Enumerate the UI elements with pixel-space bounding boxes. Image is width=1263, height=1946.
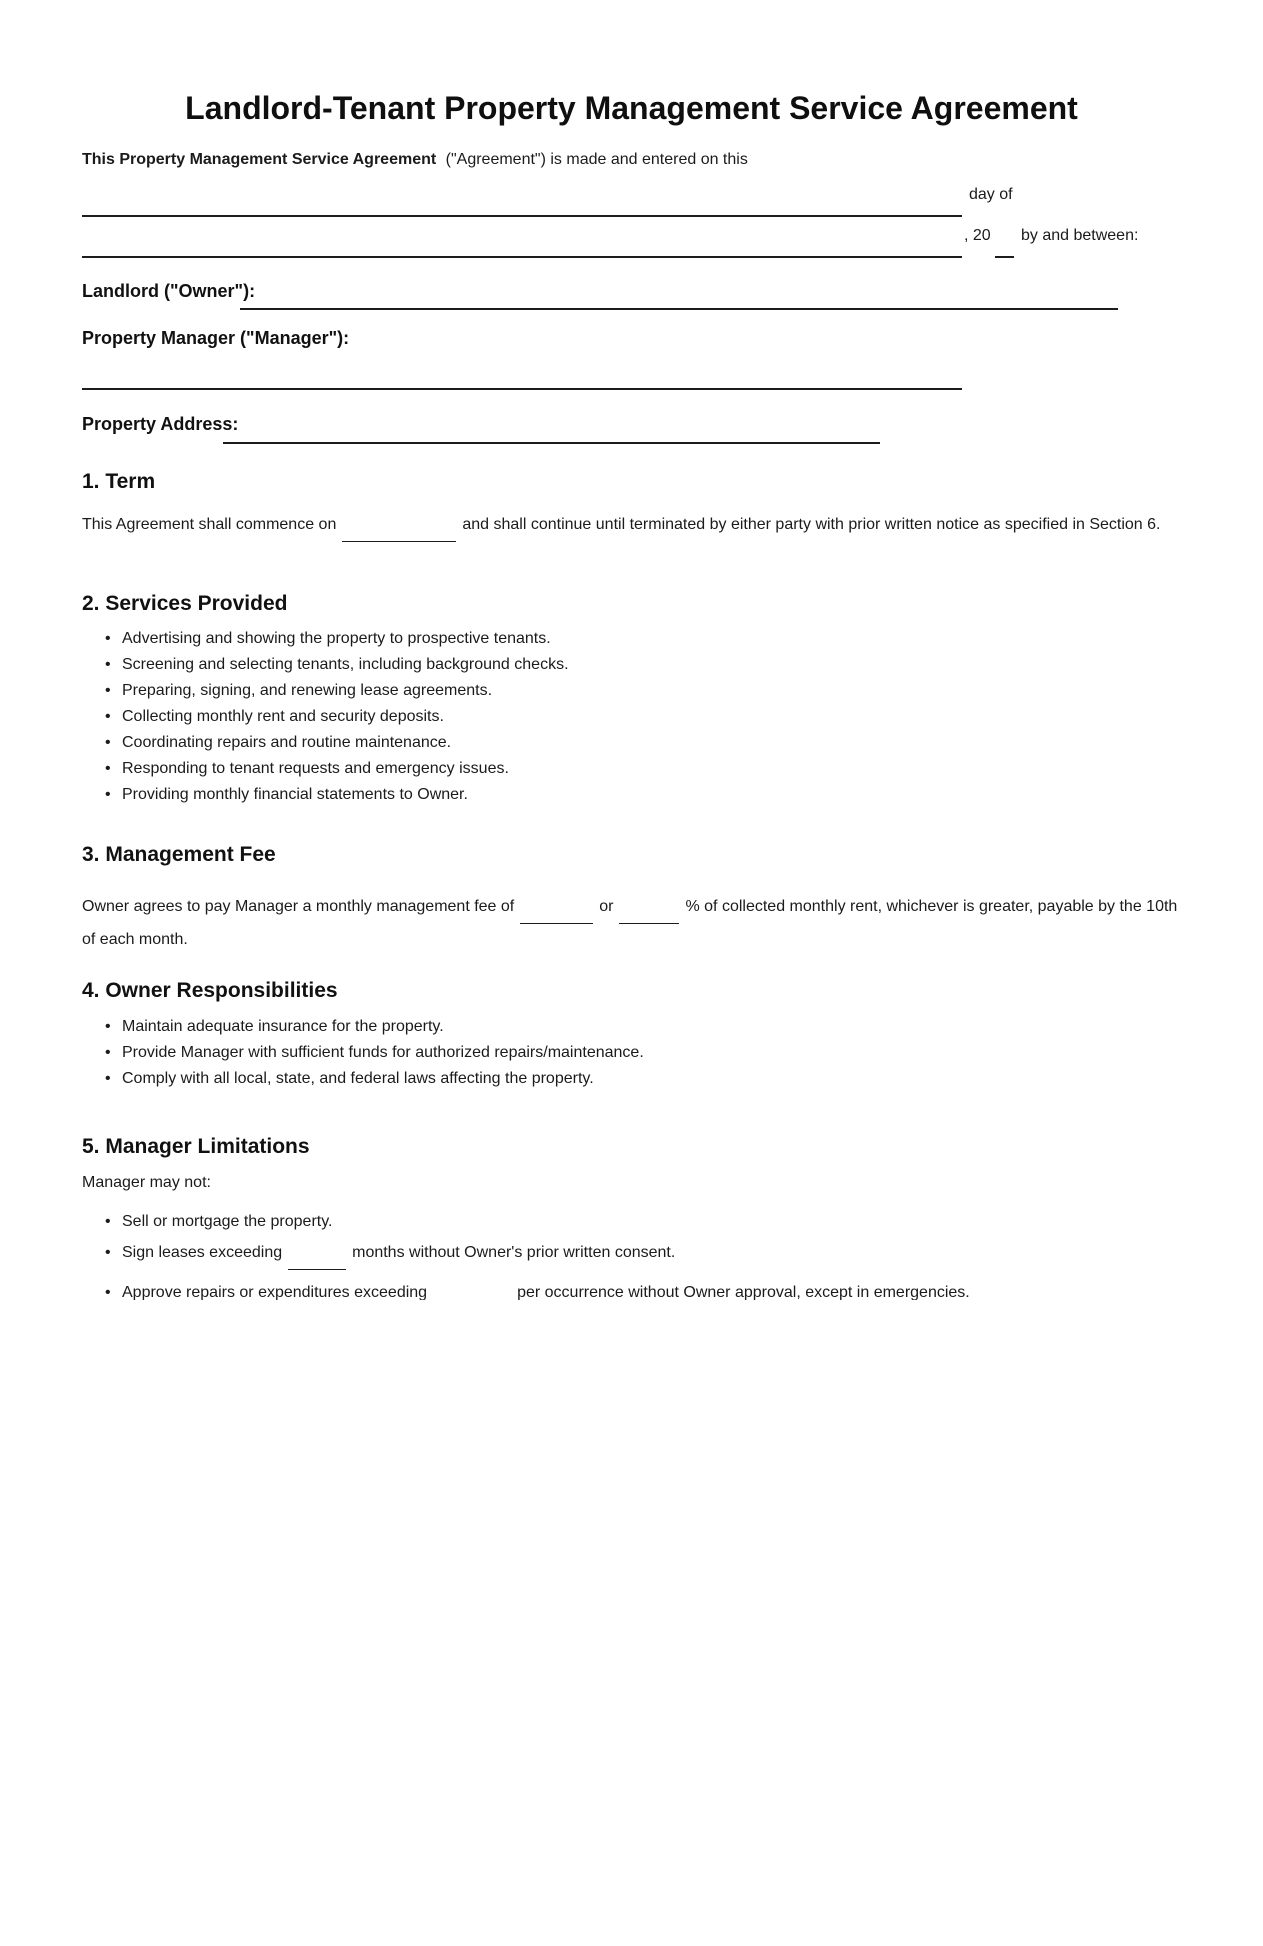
fee-text-before: Owner agrees to pay Manager a monthly management fee of (82, 898, 515, 915)
section-owner-resp-heading: 4. Owner Responsibilities (82, 979, 338, 1002)
property-address-label: Property Address: (82, 414, 239, 434)
execution-year-blank[interactable] (995, 256, 1014, 258)
section-fee-heading: 3. Management Fee (82, 843, 276, 866)
expenditure-text-before: Approve repairs or expenditures exceeding (122, 1284, 428, 1300)
limitations-lead: Manager may not: (82, 1174, 211, 1191)
lease-months-blank[interactable] (288, 1256, 346, 1270)
fee-paragraph-line2: of each month. (82, 931, 188, 948)
day-of-label: day of (969, 186, 1013, 203)
intro-line (82, 152, 748, 168)
section-limitations-heading: 5. Manager Limitations (82, 1135, 310, 1158)
list-item: • Providing monthly financial statements to Owner. (102, 782, 569, 808)
intro-lead-bold: This Property Management Service Agreement (82, 151, 437, 168)
fee-percent-blank[interactable] (619, 910, 679, 924)
list-item: • Screening and selecting tenants, including background checks. (102, 652, 569, 678)
list-item: • Comply with all local, state, and federal laws affecting the property. (102, 1066, 644, 1092)
list-item: • Maintain adequate insurance for the property. (102, 1014, 644, 1040)
list-item (102, 1285, 970, 1300)
lease-text-after: months without Owner's prior written consent. (352, 1244, 676, 1261)
term-text-after: and shall continue until terminated by either party with prior written notice as specified in Section 6. (462, 516, 1161, 533)
execution-month-blank[interactable] (82, 256, 962, 258)
section-term-heading: 1. Term (82, 470, 156, 493)
manager-name-blank[interactable] (82, 388, 962, 390)
services-list (102, 626, 569, 808)
expenditure-text-after: per occurrence without Owner approval, except in emergencies. (517, 1284, 970, 1300)
term-paragraph (82, 517, 1161, 542)
list-item: • Advertising and showing the property to prospective tenants. (102, 626, 569, 652)
list-item: • Preparing, signing, and renewing lease agreements. (102, 678, 569, 704)
list-item: • Provide Manager with sufficient funds for authorized repairs/maintenance. (102, 1040, 644, 1066)
year-prefix-label: , 20 (964, 227, 991, 244)
fee-or-word: or (599, 898, 614, 915)
landlord-name-blank[interactable] (240, 308, 1118, 310)
fee-paragraph-line1 (82, 899, 1177, 924)
landlord-label: Landlord ("Owner"): (82, 281, 256, 301)
expenditure-limit-blank[interactable] (433, 1296, 511, 1300)
property-manager-label: Property Manager ("Manager"): (82, 328, 350, 348)
list-item: • Collecting monthly rent and security deposits. (102, 704, 569, 730)
intro-lead-rest: ("Agreement") is made and entered on this (445, 151, 748, 168)
term-text-before: This Agreement shall commence on (82, 516, 337, 533)
list-item: • Sell or mortgage the property. (102, 1214, 332, 1230)
lease-text-before: Sign leases exceeding (122, 1244, 283, 1261)
between-label: by and between: (1021, 227, 1139, 244)
document-title: Landlord-Tenant Property Management Service Agreement (185, 90, 1078, 126)
fee-text-after: % of collected monthly rent, whichever is greater, payable by the 10th (685, 898, 1178, 915)
list-item: • Responding to tenant requests and emergency issues. (102, 756, 569, 782)
execution-day-blank[interactable] (82, 215, 962, 217)
list-item: • Coordinating repairs and routine maintenance. (102, 730, 569, 756)
owner-resp-list (102, 1014, 644, 1092)
section-services-heading: 2. Services Provided (82, 592, 288, 615)
list-item (102, 1245, 675, 1270)
property-address-blank[interactable] (223, 442, 880, 444)
commencement-date-blank[interactable] (342, 528, 456, 542)
fee-amount-blank[interactable] (520, 910, 593, 924)
